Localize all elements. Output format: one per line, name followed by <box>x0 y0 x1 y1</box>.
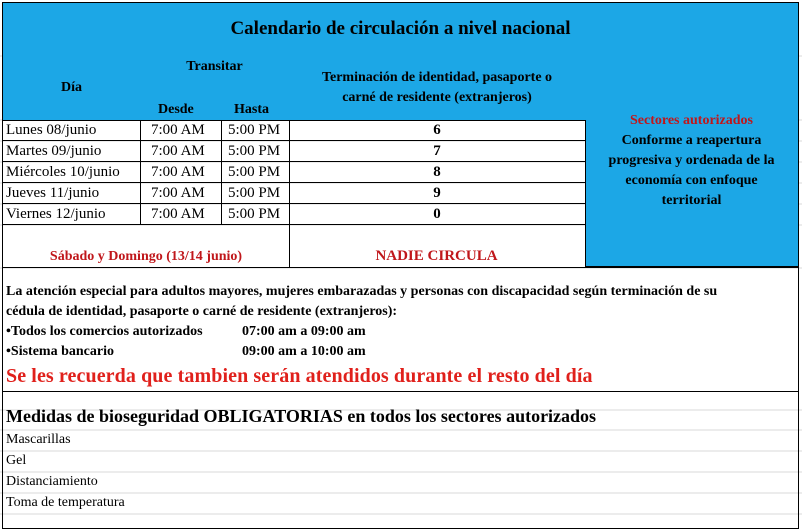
schedule-rows <box>2 120 586 225</box>
header-desde <box>140 79 222 121</box>
header-dia-label: Día <box>61 79 82 95</box>
atencion-item1-label: •Todos los comercios autorizados <box>6 324 203 339</box>
header-transitar-label: Transitar <box>186 59 243 74</box>
list-item: Toma de temperatura <box>6 495 125 510</box>
atencion-item2-label: •Sistema bancario <box>6 344 114 359</box>
page-title: Calendario de circulación a nivel nacional <box>230 18 571 39</box>
table-row-terminacion: 6 <box>289 120 586 141</box>
table-row-desde: 7:00 AM <box>140 120 222 141</box>
table-row-dia: Miércoles 10/junio <box>2 162 141 183</box>
header-desde-label: Desde <box>158 102 194 117</box>
table-row-dia: Jueves 11/junio <box>2 183 141 204</box>
header-transitar <box>140 55 290 80</box>
header-hasta-label: Hasta <box>234 102 269 117</box>
weekend-label: Sábado y Domingo (13/14 junio) <box>49 249 243 264</box>
header-terminacion-line2: carné de residente (extranjeros) <box>342 89 532 105</box>
table-row-desde: 7:00 AM <box>140 162 222 183</box>
atencion-reminder: Se les recuerda que tambien serán atendidos durante el resto del día <box>6 365 593 387</box>
table-row-hasta: 5:00 PM <box>221 204 290 225</box>
atencion-line2: cédula de identidad, pasaporte o carné de residente (extranjeros): <box>6 304 398 319</box>
sectores-line3: economía con enfoque <box>625 172 758 188</box>
atencion-item1-time: 07:00 am a 09:00 am <box>242 324 366 339</box>
table-row-terminacion: 8 <box>289 162 586 183</box>
title-banner <box>2 2 799 56</box>
atencion-line1: La atención especial para adultos mayores, mujeres embarazadas y personas con discapacidad según terminación de su <box>6 284 718 299</box>
table-row-terminacion: 0 <box>289 204 586 225</box>
list-item: Gel <box>6 453 27 468</box>
bioseguridad-title: Medidas de bioseguridad OBLIGATORIAS en todos los sectores autorizados <box>6 406 597 426</box>
header-dia <box>2 55 141 121</box>
weekend-status: NADIE CIRCULA <box>375 248 498 264</box>
list-item: Distanciamiento <box>6 474 98 489</box>
table-row-hasta: 5:00 PM <box>221 183 290 204</box>
table-row-desde: 7:00 AM <box>140 141 222 162</box>
weekend-label-cell <box>2 225 290 268</box>
sectores-line2: progresiva y ordenada de la <box>608 152 775 168</box>
sectores-title: Sectores autorizados <box>630 112 753 128</box>
header-terminacion-line1: Terminación de identidad, pasaporte o <box>321 69 553 85</box>
table-row-desde: 7:00 AM <box>140 183 222 204</box>
table-row-terminacion: 9 <box>289 183 586 204</box>
header-hasta <box>221 79 290 121</box>
sectores-line1: Conforme a reapertura <box>621 132 762 148</box>
atencion-especial-block <box>2 267 799 392</box>
weekend-status-cell <box>289 225 586 268</box>
header-terminacion <box>289 55 586 121</box>
sectores-autorizados-panel <box>585 55 799 267</box>
table-row-desde: 7:00 AM <box>140 204 222 225</box>
table-row-dia: Viernes 12/junio <box>2 204 141 225</box>
list-item: Mascarillas <box>6 432 71 447</box>
bioseguridad-block <box>2 391 799 529</box>
atencion-item2-time: 09:00 am a 10:00 am <box>242 344 366 359</box>
table-row-terminacion: 7 <box>289 141 586 162</box>
table-row-dia: Lunes 08/junio <box>2 120 141 141</box>
table-row-hasta: 5:00 PM <box>221 120 290 141</box>
table-row-dia: Martes 09/junio <box>2 141 141 162</box>
table-row-hasta: 5:00 PM <box>221 141 290 162</box>
table-row-hasta: 5:00 PM <box>221 162 290 183</box>
sectores-line4: territorial <box>661 192 722 208</box>
